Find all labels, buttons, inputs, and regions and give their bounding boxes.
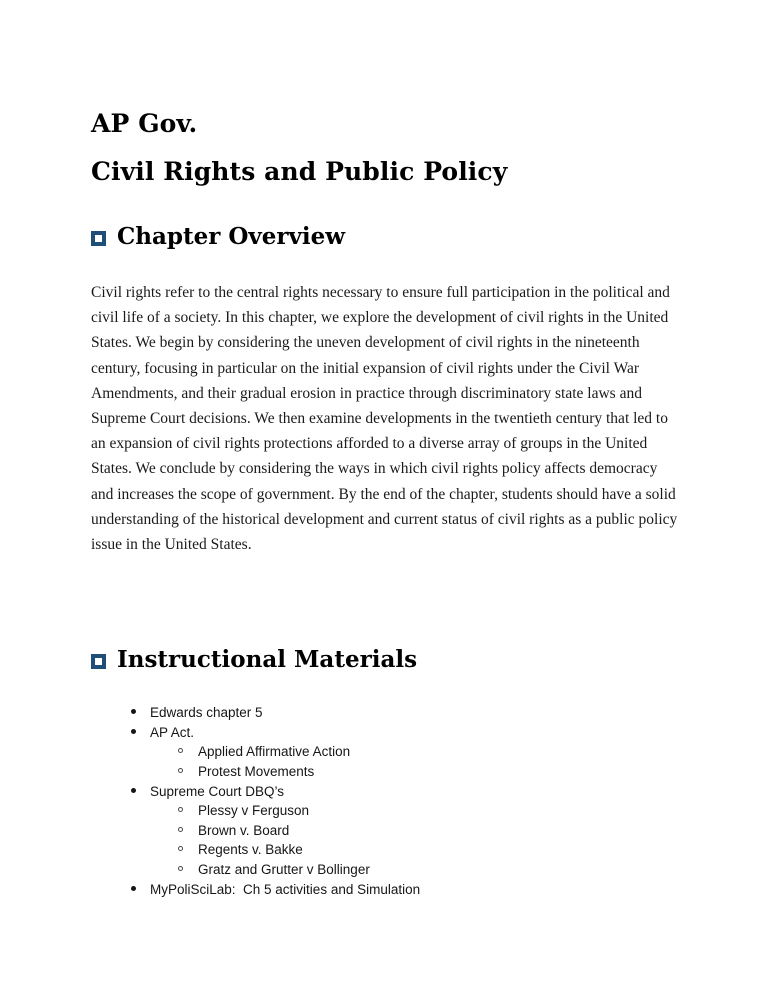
list-item-label: AP Act.	[150, 724, 195, 740]
filled-disc-bullet-icon	[131, 703, 150, 723]
list-item	[91, 742, 679, 762]
section-heading-label: Instructional Materials	[117, 646, 418, 674]
document-body	[91, 100, 679, 899]
list-item	[91, 860, 679, 880]
list-item-label: Edwards chapter 5	[150, 705, 263, 721]
list-item-label: Applied Affirmative Action	[198, 744, 351, 760]
spacer-before-materials-heading	[91, 557, 679, 619]
hollow-circle-bullet-icon	[178, 821, 198, 841]
list-item-label: Gratz and Grutter v Bollinger	[198, 861, 370, 877]
list-item-label: Brown v. Board	[198, 822, 290, 838]
hollow-circle-bullet-icon	[178, 801, 198, 821]
hollow-circle-bullet-icon	[178, 742, 198, 762]
list-item-label: MyPoliSciLab: Ch 5 activities and Simulation	[150, 881, 421, 897]
list-item	[91, 703, 679, 723]
hollow-square-marker-icon	[91, 231, 106, 246]
hollow-circle-bullet-icon	[178, 860, 198, 880]
hollow-circle-bullet-icon	[178, 840, 198, 860]
list-item	[91, 723, 679, 743]
list-item-label: Supreme Court DBQ’s	[150, 783, 285, 799]
section-heading-chapter-overview	[91, 222, 679, 252]
list-item	[91, 821, 679, 841]
list-item-label: Protest Movements	[198, 764, 315, 780]
list-item	[91, 782, 679, 802]
hollow-square-marker-icon	[91, 654, 106, 669]
list-item-label: Regents v. Bakke	[198, 842, 303, 858]
chapter-overview-paragraph: Civil rights refer to the central rights necessary to ensure full participation in the political and civil life of a society. In this chapter, we explore the development of civil rights in the United States. We begin by considering the uneven development of civil rights in the nineteenth century, focusing in particular on the initial expansion of civil rights under the Civil War Amendments, and their gradual erosion in practice through discriminatory state laws and Supreme Court decisions. We then examine developments in the twentieth century that led to an expansion of civil rights protections afforded to a diverse array of groups in the United States. We conclude by considering the ways in which civil rights policy affects democracy and increases the scope of government. By the end of the chapter, students should have a solid understanding of the historical development and current status of civil rights as a public policy issue in the United States.	[91, 284, 678, 554]
hollow-circle-bullet-icon	[178, 762, 198, 782]
spacer-after-materials-heading	[91, 675, 679, 703]
section-heading-label: Chapter Overview	[117, 223, 346, 250]
list-item	[91, 801, 679, 821]
instructional-materials-list	[91, 703, 679, 899]
list-item	[91, 880, 679, 900]
section-heading-instructional-materials	[91, 645, 679, 675]
list-item-label: Plessy v Ferguson	[198, 803, 310, 819]
list-item	[91, 840, 679, 860]
list-item	[91, 762, 679, 782]
document-title-line-1: AP Gov.	[91, 109, 198, 138]
filled-disc-bullet-icon	[131, 880, 150, 900]
spacer-after-overview-heading	[91, 252, 679, 280]
document-title-line-2: Civil Rights and Public Policy	[91, 157, 508, 186]
filled-disc-bullet-icon	[131, 782, 150, 802]
filled-disc-bullet-icon	[131, 723, 150, 743]
